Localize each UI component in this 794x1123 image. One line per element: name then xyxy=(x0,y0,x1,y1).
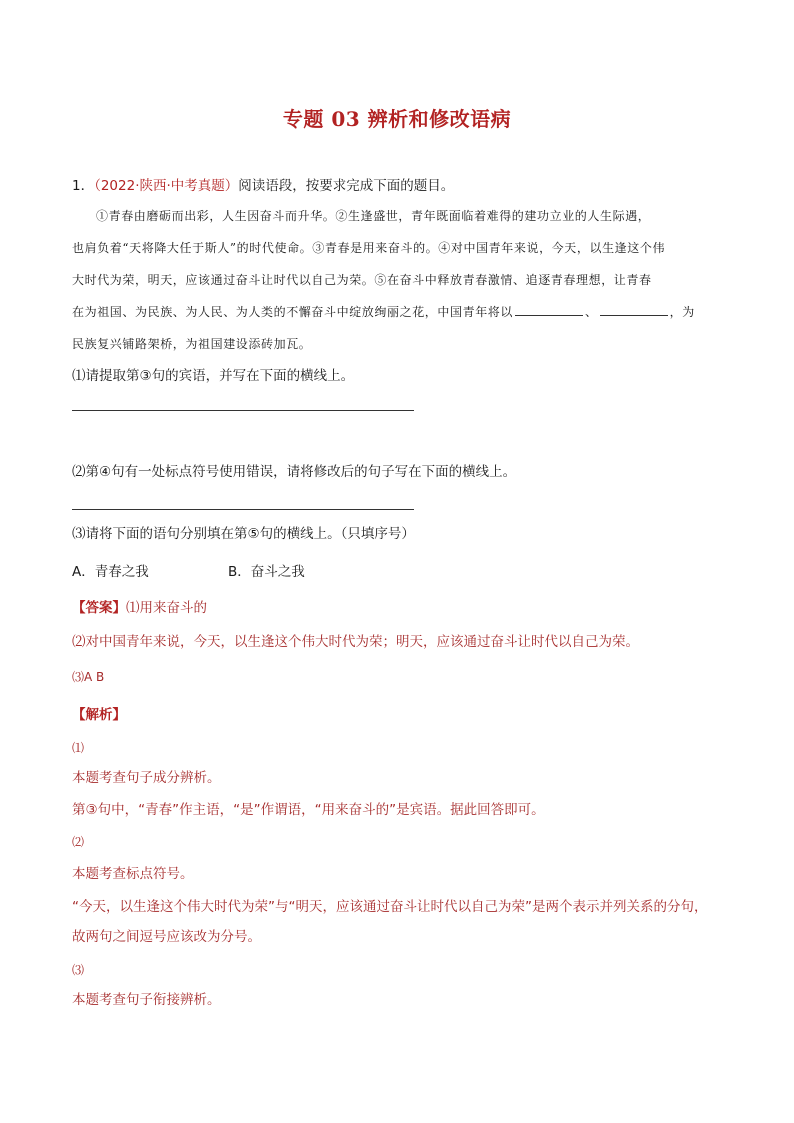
fill-blank-1 xyxy=(515,303,583,316)
analysis-text: 本题考查句子衔接辨析。 xyxy=(72,992,221,1008)
question-number: 1． xyxy=(72,178,95,194)
option-b: B．奋斗之我 xyxy=(228,564,305,580)
answer-line-1 xyxy=(72,410,414,411)
analysis-number-1: ⑴ xyxy=(72,741,85,755)
answer-1: ⑴用来奋斗的 xyxy=(126,600,207,616)
passage-line-with-blanks xyxy=(72,302,695,322)
sub-question-3: ⑶请将下面的语句分别填在第⑤句的横线上。（只填序号） xyxy=(72,526,415,542)
answer-2: ⑵对中国青年来说，今天，以生逢这个伟大时代为荣；明天，应该通过奋斗让时代以自己为荣。 xyxy=(72,634,639,650)
passage-separator: 、 xyxy=(585,305,598,319)
analysis-label xyxy=(72,705,126,725)
answer-3: ⑶A B xyxy=(72,670,105,684)
passage-line: 大时代为荣，明天，应该通过奋斗让时代以自己为荣。⑤在奋斗中释放青春激情、追逐青春理想，让青春 xyxy=(72,273,652,287)
analysis-text: 本题考查标点符号。 xyxy=(72,866,194,882)
question-header xyxy=(72,176,454,196)
analysis-text: 本题考查句子成分辨析。 xyxy=(72,770,221,786)
passage-line: 也肩负着“天将降大任于斯人”的时代使命。③青春是用来奋斗的。④对中国青年来说，今天，以生逢这个伟 xyxy=(72,241,666,255)
sub-question-2: ⑵第④句有一处标点符号使用错误，请将修改后的句子写在下面的横线上。 xyxy=(72,464,517,480)
analysis-number-3: ⑶ xyxy=(72,963,85,977)
sub-question-1: ⑴请提取第③句的宾语，并写在下面的横线上。 xyxy=(72,368,355,384)
fill-blank-2 xyxy=(600,303,668,316)
passage-text: ，为 xyxy=(669,305,695,319)
option-a: A．青春之我 xyxy=(72,564,149,580)
passage-line: ①青春由磨砺而出彩，人生因奋斗而升华。②生逢盛世，青年既面临着难得的建功立业的人生际遇， xyxy=(96,209,651,223)
answer-line-2 xyxy=(72,509,414,510)
passage-line: 民族复兴铺路架桥，为祖国建设添砖加瓦。 xyxy=(72,337,312,351)
page-title: 专题 03 辨析和修改语病 xyxy=(282,107,512,131)
answer-label: 【答案】 xyxy=(72,600,126,616)
analysis-number-2: ⑵ xyxy=(72,835,85,849)
question-instruction: 阅读语段，按要求完成下面的题目。 xyxy=(238,178,455,194)
answer-block-1 xyxy=(72,598,207,618)
analysis-label-text: 【解析】 xyxy=(72,707,126,723)
question-source: （2022·陕西·中考真题） xyxy=(94,178,239,194)
analysis-text: 第③句中，“青春”作主语，“是”作谓语，“用来奋斗的”是宾语。据此回答即可。 xyxy=(72,802,545,818)
analysis-text: “今天，以生逢这个伟大时代为荣”与“明天，应该通过奋斗让时代以自己为荣”是两个表示并列关系的分句， xyxy=(72,899,708,915)
analysis-text: 故两句之间逗号应该改为分号。 xyxy=(72,929,261,945)
passage-text: 在为祖国、为民族、为人民、为人类的不懈奋斗中绽放绚丽之花，中国青年将以 xyxy=(72,305,514,319)
